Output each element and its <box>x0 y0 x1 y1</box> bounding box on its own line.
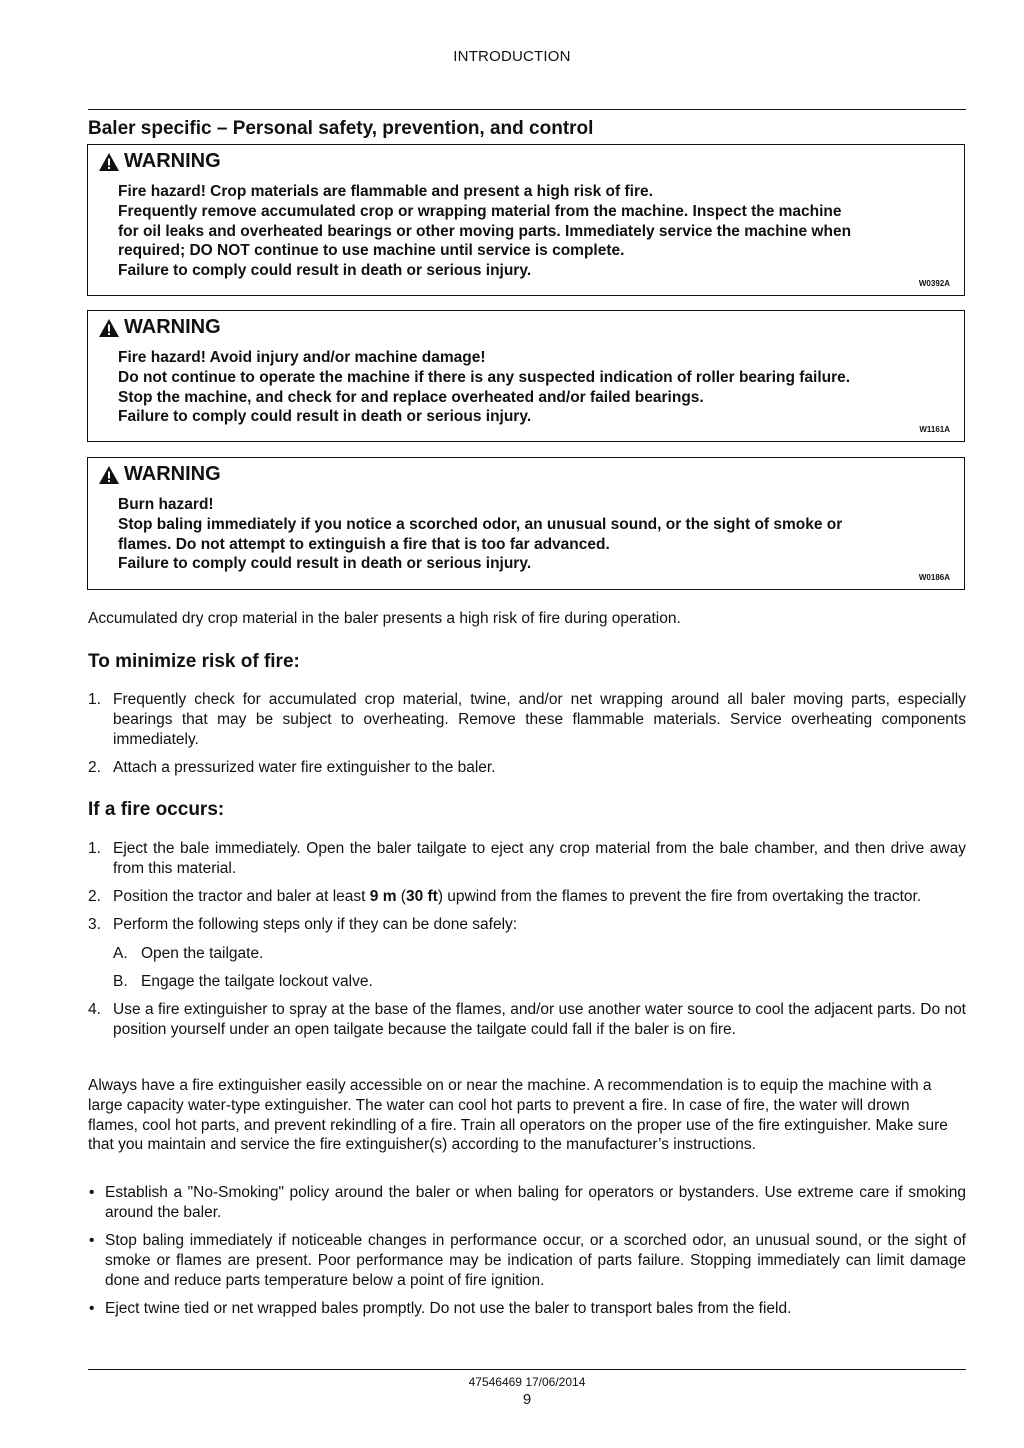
warning-triangle-icon <box>98 465 120 485</box>
text-segment: ) upwind from the flames to prevent the fire from overtaking the tractor. <box>437 888 922 906</box>
list-item-number: 2. <box>88 758 101 776</box>
warning-triangle-icon <box>98 318 120 338</box>
warning-line: Failure to comply could result in death or serious injury. <box>118 262 532 280</box>
list-item-text: Use a fire extinguisher to spray at the base of the flames, and/or use another water source to cool the adjacent parts. Do not position yourself under an open tailgate because the tailgate could fall if the baler is on fire. <box>113 1001 966 1039</box>
fire-occurs-heading: If a fire occurs: <box>88 799 225 820</box>
bullet-text: Stop baling immediately if noticeable changes in performance occur, or a scorched odor, an unusual sound, or the sight of smoke or flames are present. Poor performance may be indication of parts failure. Stopping immediately can limit damage done and reduce parts temperature below a point of fire ignition. <box>105 1232 966 1289</box>
warning-header <box>98 150 221 173</box>
bullet-text: Eject twine tied or net wrapped bales promptly. Do not use the baler to transport bales from the field. <box>105 1299 792 1317</box>
warning-line: flames. Do not attempt to extinguish a fire that is too far advanced. <box>118 535 610 553</box>
warning-text <box>118 348 940 427</box>
sub-list-item-text: Engage the tailgate lockout valve. <box>141 972 373 990</box>
bullet-mark: • <box>89 1232 95 1250</box>
warning-label: WARNING <box>124 150 221 172</box>
sub-list-item-text: Open the tailgate. <box>141 944 264 962</box>
warning-header <box>98 463 221 486</box>
sub-list-item-letter: A. <box>113 944 128 962</box>
footer-document-reference: 47546469 17/06/2014 <box>468 1375 586 1389</box>
list-item-number: 1. <box>88 840 101 857</box>
list-item-text <box>113 888 921 905</box>
list-item <box>88 1000 966 1040</box>
warning-line: for oil leaks and overheated bearings or other moving parts. Immediately service the machine when <box>118 222 852 240</box>
list-item <box>88 887 966 907</box>
distance-imperial: 30 ft <box>405 888 438 906</box>
list-item-number: 2. <box>88 888 101 906</box>
warning-label: WARNING <box>124 463 221 485</box>
warning-line: required; DO NOT continue to use machine until service is complete. <box>118 242 625 260</box>
bullet-mark: • <box>89 1299 95 1317</box>
list-item-number: 4. <box>88 1001 101 1019</box>
minimize-risk-list <box>88 690 966 778</box>
warning-line: Failure to comply could result in death or serious injury. <box>118 555 532 573</box>
warning-text <box>118 182 940 281</box>
list-item <box>88 915 966 935</box>
bullet-text: Establish a "No-Smoking" policy around the baler or when baling for operators or bystanders. Use extreme care if smoking around the baler. <box>105 1184 966 1221</box>
warning-line: Stop baling immediately if you notice a scorched odor, an unusual sound, or the sight of smoke or <box>118 515 843 533</box>
fire-occurs-list <box>88 839 966 1040</box>
prevention-bullet-list <box>88 1183 966 1319</box>
extinguisher-paragraph: Always have a fire extinguisher easily accessible on or near the machine. A recommendation is to equip the machine with a large capacity water-type extinguisher. The water can cool hot parts to prevent a fire. In case of fire, the water will drown flames, cool hot parts, and prevent rekindling of a fire. Train all operators on the proper use of the fire extinguisher. Make sure that you maintain and service the fire extinguisher(s) according to the manufacturer’s instructions. <box>88 1077 948 1154</box>
warning-code: W1161A <box>919 425 950 434</box>
warning-label: WARNING <box>124 316 221 338</box>
text-segment: Position the tractor and baler at least <box>113 888 370 906</box>
page-header-title: INTRODUCTION <box>453 48 571 65</box>
list-item-text: Perform the following steps only if they can be done safely: <box>113 916 518 934</box>
list-item <box>88 690 966 749</box>
warning-text <box>118 495 940 574</box>
sub-list-item <box>88 972 966 992</box>
footer-rule <box>88 1369 966 1370</box>
list-item-text: Frequently check for accumulated crop material, twine, and/or net wrapping around all baler moving parts, especially bearings that may be subject to overheating. Remove these flammable materials. Service overheating components immediately. <box>113 691 966 748</box>
list-item <box>88 839 966 879</box>
warning-line: Frequently remove accumulated crop or wrapping material from the machine. Inspect the machine <box>118 202 842 220</box>
warning-box-fire-crop <box>87 144 965 296</box>
intro-paragraph: Accumulated dry crop material in the baler presents a high risk of fire during operation. <box>88 610 681 627</box>
bullet-item <box>88 1231 966 1290</box>
list-item-number: 3. <box>88 916 101 934</box>
list-item-text: Eject the bale immediately. Open the baler tailgate to eject any crop material from the bale chamber, and then drive away from this material. <box>113 840 966 877</box>
bullet-mark: • <box>89 1184 95 1201</box>
warning-header <box>98 316 221 339</box>
header-rule <box>88 109 966 110</box>
sub-list-item-letter: B. <box>113 972 128 990</box>
list-item <box>88 758 966 778</box>
list-item-number: 1. <box>88 691 101 708</box>
warning-code: W0392A <box>918 279 950 288</box>
sub-list-item <box>88 944 966 964</box>
warning-line: Burn hazard! <box>118 496 214 513</box>
bullet-item <box>88 1183 966 1223</box>
minimize-risk-heading: To minimize risk of fire: <box>88 651 300 672</box>
page-number: 9 <box>522 1391 532 1408</box>
warning-line: Failure to comply could result in death or serious injury. <box>118 408 532 426</box>
warning-line: Fire hazard! Avoid injury and/or machine damage! <box>118 349 486 366</box>
warning-line: Do not continue to operate the machine if there is any suspected indication of roller bearing failure. <box>118 368 851 386</box>
distance-metric: 9 m <box>369 888 397 906</box>
warning-triangle-icon <box>98 152 120 172</box>
text-segment: ( <box>396 888 406 906</box>
bullet-item <box>88 1299 966 1319</box>
warning-line: Stop the machine, and check for and replace overheated and/or failed bearings. <box>118 388 704 406</box>
section-title: Baler specific – Personal safety, prevention, and control <box>88 118 594 139</box>
warning-box-burn-hazard <box>87 457 965 590</box>
warning-line: Fire hazard! Crop materials are flammable and present a high risk of fire. <box>118 183 653 200</box>
warning-box-bearing-failure <box>87 310 965 442</box>
list-item-text: Attach a pressurized water fire extinguisher to the baler. <box>113 758 496 776</box>
warning-code: W0186A <box>918 573 950 582</box>
